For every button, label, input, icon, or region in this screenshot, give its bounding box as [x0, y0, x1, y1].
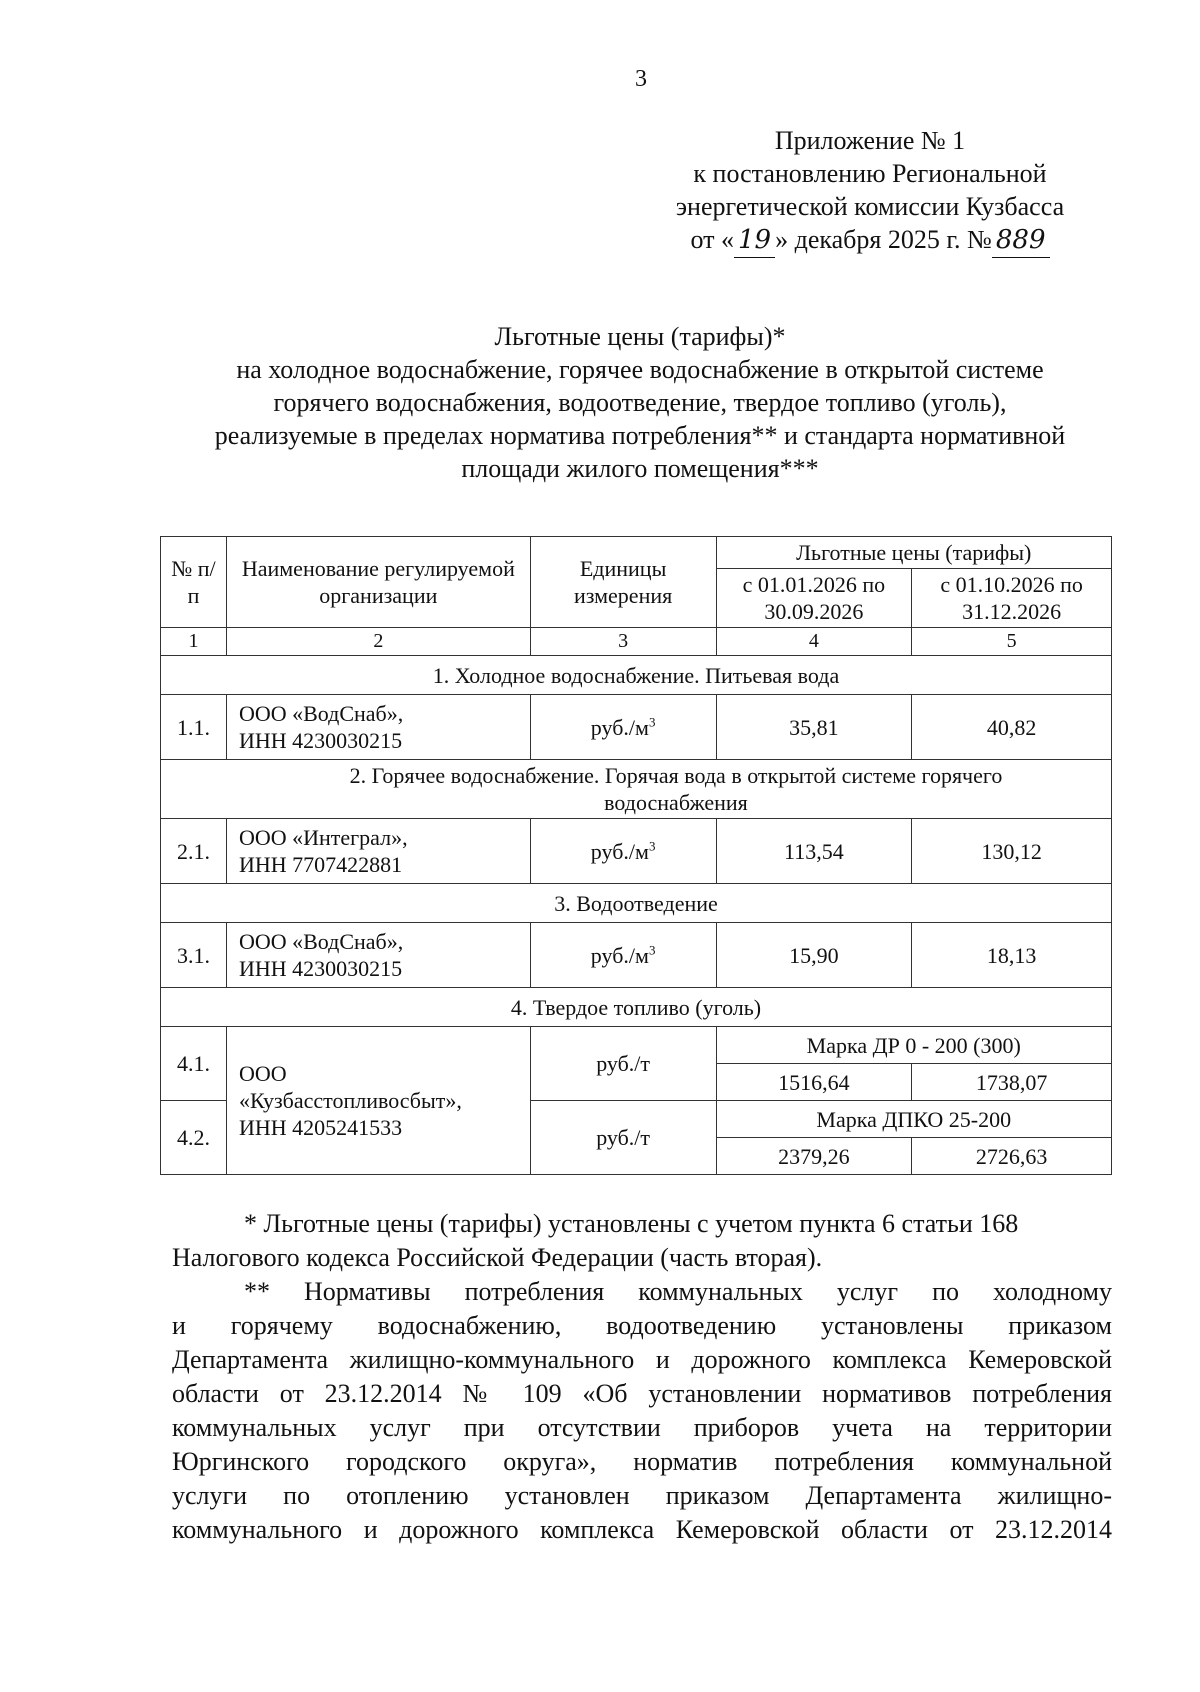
column-number: 1 [161, 628, 227, 656]
unit-text: руб./м [590, 838, 649, 864]
appendix-line-3: энергетической комиссии Кузбасса [675, 192, 1065, 221]
price-period-1: 2379,26 [716, 1138, 912, 1175]
column-numbers-row [161, 628, 1112, 656]
section-title: 1. Холодное водоснабжение. Питьевая вода [161, 656, 1112, 695]
footnote-line: услуги по отоплению установлен приказом Департамента жилищно- [172, 1481, 1112, 1510]
footnote-line: * Льготные цены (тарифы) установлены с учетом пункта 6 статьи 168 [244, 1209, 1019, 1238]
section-4-row [161, 988, 1112, 1027]
title-line-2: на холодное водоснабжение, горячее водоснабжение в открытой системе [236, 355, 1044, 384]
footnote-line: коммунальных услуг при отсутствии приборов учета на территории [172, 1413, 1112, 1442]
org-inn: ИНН 4205241533 [238, 1115, 403, 1140]
org-name: ООО «ВодСнаб», [238, 929, 404, 954]
price-period-2: 1738,07 [912, 1064, 1112, 1101]
handwritten-day: 19 [734, 224, 775, 258]
row-num: 3.1. [161, 923, 227, 988]
table-row [161, 923, 1112, 988]
unit-sup: 3 [648, 714, 656, 730]
footnotes [172, 1207, 1112, 1547]
org-name: ООО «Интеграл», [238, 825, 408, 850]
header-org: Наименование регулируемой организации [226, 537, 530, 628]
section-title: 3. Водоотведение [161, 884, 1112, 923]
row-num: 4.1. [161, 1027, 227, 1101]
column-number: 2 [226, 628, 530, 656]
unit-cell: руб./т [530, 1027, 716, 1101]
appendix-title: Приложение № 1 [774, 126, 966, 155]
unit-cell [530, 923, 716, 988]
header-period-2: с 01.10.2026 по 31.12.2026 [912, 569, 1112, 628]
price-period-2: 130,12 [912, 819, 1112, 884]
footnote-line: области от 23.12.2014 № 109 «Об установлении нормативов потребления [172, 1379, 1112, 1408]
org-cell [226, 819, 530, 884]
org-cell [226, 695, 530, 760]
title-line-5: площади жилого помещения*** [461, 454, 819, 483]
unit-cell: руб./т [530, 1101, 716, 1175]
unit-text: руб./м [590, 942, 649, 968]
section-title: 4. Твердое топливо (уголь) [161, 988, 1112, 1027]
handwritten-number: 889 [992, 224, 1050, 258]
footnote-2 [172, 1275, 1112, 1309]
coal-grade: Марка ДПКО 25-200 [716, 1101, 1112, 1138]
footnote-2-continuation [172, 1309, 1112, 1547]
org-name: ООО [238, 1061, 287, 1086]
footnote-1 [172, 1207, 1112, 1241]
table-row [161, 695, 1112, 760]
footnote-line: Юргинского городского округа», норматив потребления коммунальной [172, 1447, 1112, 1476]
footnote-1-continuation [172, 1241, 1112, 1275]
org-name: ООО «ВодСнаб», [238, 701, 404, 726]
org-inn: ИНН 4230030215 [238, 956, 403, 981]
section-2-row [161, 760, 1112, 819]
price-period-2: 18,13 [912, 923, 1112, 988]
column-number: 5 [912, 628, 1112, 656]
header-period-1: с 01.01.2026 по 30.09.2026 [716, 569, 912, 628]
date-middle: » декабря 2025 г. № [775, 225, 992, 254]
price-period-2: 40,82 [912, 695, 1112, 760]
footnote-line: Налогового кодекса Российской Федерации (часть вторая). [172, 1243, 823, 1272]
org-inn: ИНН 4230030215 [238, 728, 403, 753]
appendix-date-line [640, 223, 1100, 258]
appendix-line-2: к постановлению Региональной [693, 159, 1047, 188]
document-title [170, 320, 1110, 485]
price-period-2: 2726,63 [912, 1138, 1112, 1175]
unit-sup: 3 [648, 838, 656, 854]
header-unit: Единицы измерения [530, 537, 716, 628]
column-number: 3 [530, 628, 716, 656]
coal-grade: Марка ДР 0 - 200 (300) [716, 1027, 1112, 1064]
unit-sup: 3 [648, 942, 656, 958]
org-inn: ИНН 7707422881 [238, 852, 403, 877]
title-line-4: реализуемые в пределах норматива потребления** и стандарта нормативной [214, 421, 1066, 450]
price-period-1: 15,90 [716, 923, 912, 988]
page-number: 3 [635, 66, 647, 92]
footnote-line: ** Нормативы потребления коммунальных услуг по холодному [244, 1277, 1112, 1306]
unit-cell [530, 819, 716, 884]
date-prefix: от « [690, 225, 734, 254]
header-prices: Льготные цены (тарифы) [716, 537, 1112, 569]
row-num: 1.1. [161, 695, 227, 760]
section-1-row [161, 656, 1112, 695]
unit-cell [530, 695, 716, 760]
header-num: № п/п [161, 537, 227, 628]
org-name-2: «Кузбасстопливосбыт», [238, 1088, 462, 1113]
table-row [161, 819, 1112, 884]
org-cell [226, 1027, 530, 1175]
title-line-1: Льготные цены (тарифы)* [494, 322, 786, 351]
footnote-line: и горячему водоснабжению, водоотведению установлены приказом [172, 1311, 1112, 1340]
title-line-3: горячего водоснабжения, водоотведение, твердое топливо (уголь), [273, 388, 1007, 417]
footnote-line: коммунального и дорожного комплекса Кемеровской области от 23.12.2014 [172, 1515, 1112, 1544]
section-title: 2. Горячее водоснабжение. Горячая вода в открытой системе горячего водоснабжения [161, 760, 1112, 819]
column-number: 4 [716, 628, 912, 656]
price-period-1: 35,81 [716, 695, 912, 760]
unit-text: руб./м [590, 714, 649, 740]
footnote-line: Департамента жилищно-коммунального и дорожного комплекса Кемеровской [172, 1345, 1112, 1374]
tariffs-table [160, 536, 1112, 1175]
org-cell [226, 923, 530, 988]
price-period-1: 113,54 [716, 819, 912, 884]
header-row-1 [161, 537, 1112, 569]
appendix-header [640, 124, 1100, 258]
row-num: 4.2. [161, 1101, 227, 1175]
row-num: 2.1. [161, 819, 227, 884]
table-row [161, 1027, 1112, 1064]
section-3-row [161, 884, 1112, 923]
price-period-1: 1516,64 [716, 1064, 912, 1101]
